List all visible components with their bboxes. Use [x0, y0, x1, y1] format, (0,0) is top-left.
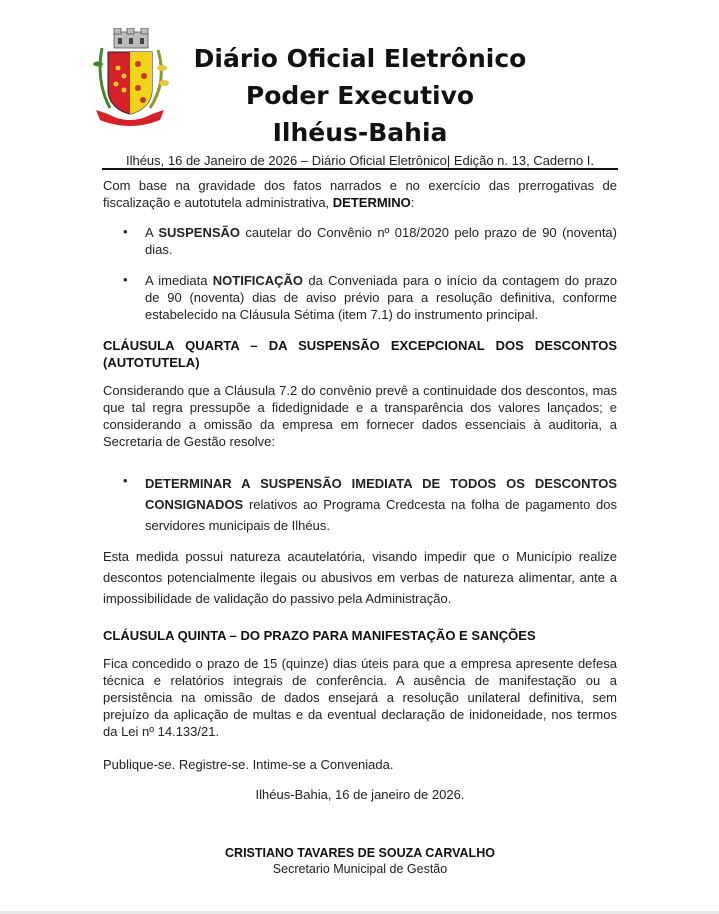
- masthead-branch: Poder Executivo: [245, 81, 475, 110]
- intro-line: fiscalização e autotutela administrativa, DETERMINO:: [103, 195, 415, 210]
- list-item-determinar: DETERMINAR A SUSPENSÃO IMEDIATA DE TODOS OS DESCONTOS CONSIGNADOS relativos ao Programa Credcesta na folha de pagamento dos servidores municipais de Ilhéus.: [145, 476, 617, 533]
- bullet-icon: •: [123, 473, 128, 488]
- intro-paragraph: [103, 177, 617, 211]
- measure-paragraph: Esta medida possui natureza acautelatória, visando impedir que o Município realize descontos potencialmente ilegais ou abusivos em verbas de natureza alimentar, ante a impossibilidade de validação do passivo pela Administração.: [103, 549, 617, 606]
- determino-keyword: DETERMINO: [332, 195, 411, 210]
- coat-of-arms-icon: [88, 28, 172, 128]
- masthead: [170, 40, 550, 151]
- edition-line: Ilhéus, 16 de Janeiro de 2026 – Diário Oficial Eletrônico| Edição n. 13, Caderno I.: [102, 153, 618, 170]
- clause-five-heading: CLÁUSULA QUINTA – DO PRAZO PARA MANIFESTAÇÃO E SANÇÕES: [103, 628, 536, 643]
- signer-role: Secretario Municipal de Gestão: [272, 862, 448, 876]
- clause-four-paragraph: Considerando que a Cláusula 7.2 do convênio prevê a continuidade dos descontos, mas que tal regra pressupõe a fidedignidade e a transparência dos valores lançados; e considerando a omissão da empresa em fornecer dados essenciais à auditoria, a Secretaria de Gestão resolve:: [103, 383, 617, 449]
- bullet-icon: •: [123, 224, 128, 239]
- list-item-notificacao: A imediata NOTIFICAÇÃO da Conveniada para o início da contagem do prazo de 90 (noventa) dias de aviso prévio para a resolução definitiva, conforme estabelecido na Cláusula Sétima (item 7.1) do instrumento principal.: [145, 273, 617, 322]
- clause-four-heading: CLÁUSULA QUARTA – DA SUSPENSÃO EXCEPCIONAL DOS DESCONTOS (AUTOTUTELA): [103, 338, 617, 370]
- list-item-suspensao: A SUSPENSÃO cautelar do Convênio nº 018/2020 pelo prazo de 90 (noventa) dias.: [145, 225, 617, 257]
- masthead-city: Ilhéus-Bahia: [272, 118, 448, 147]
- bullet-icon: •: [123, 272, 128, 287]
- place-date: Ilhéus-Bahia, 16 de janeiro de 2026.: [255, 787, 465, 802]
- intro-line: Com base na gravidade dos fatos narrados e no exercício das prerrogativas de: [103, 178, 617, 193]
- clause-five-paragraph: Fica concedido o prazo de 15 (quinze) dias úteis para que a empresa apresente defesa técnica e relatórios integrais de conferência. A ausência de manifestação ou a persistência na omissão de dados ensejará a resolução unilateral definitiva, sem prejuízo da aplicação de multas e da eventual declaração de inidoneidade, nos termos da Lei nº 14.133/21.: [103, 656, 617, 739]
- publish-line: Publique-se. Registre-se. Intime-se a Conveniada.: [103, 757, 394, 772]
- masthead-title: Diário Oficial Eletrônico: [193, 44, 527, 73]
- signer-name: CRISTIANO TAVARES DE SOUZA CARVALHO: [225, 846, 495, 860]
